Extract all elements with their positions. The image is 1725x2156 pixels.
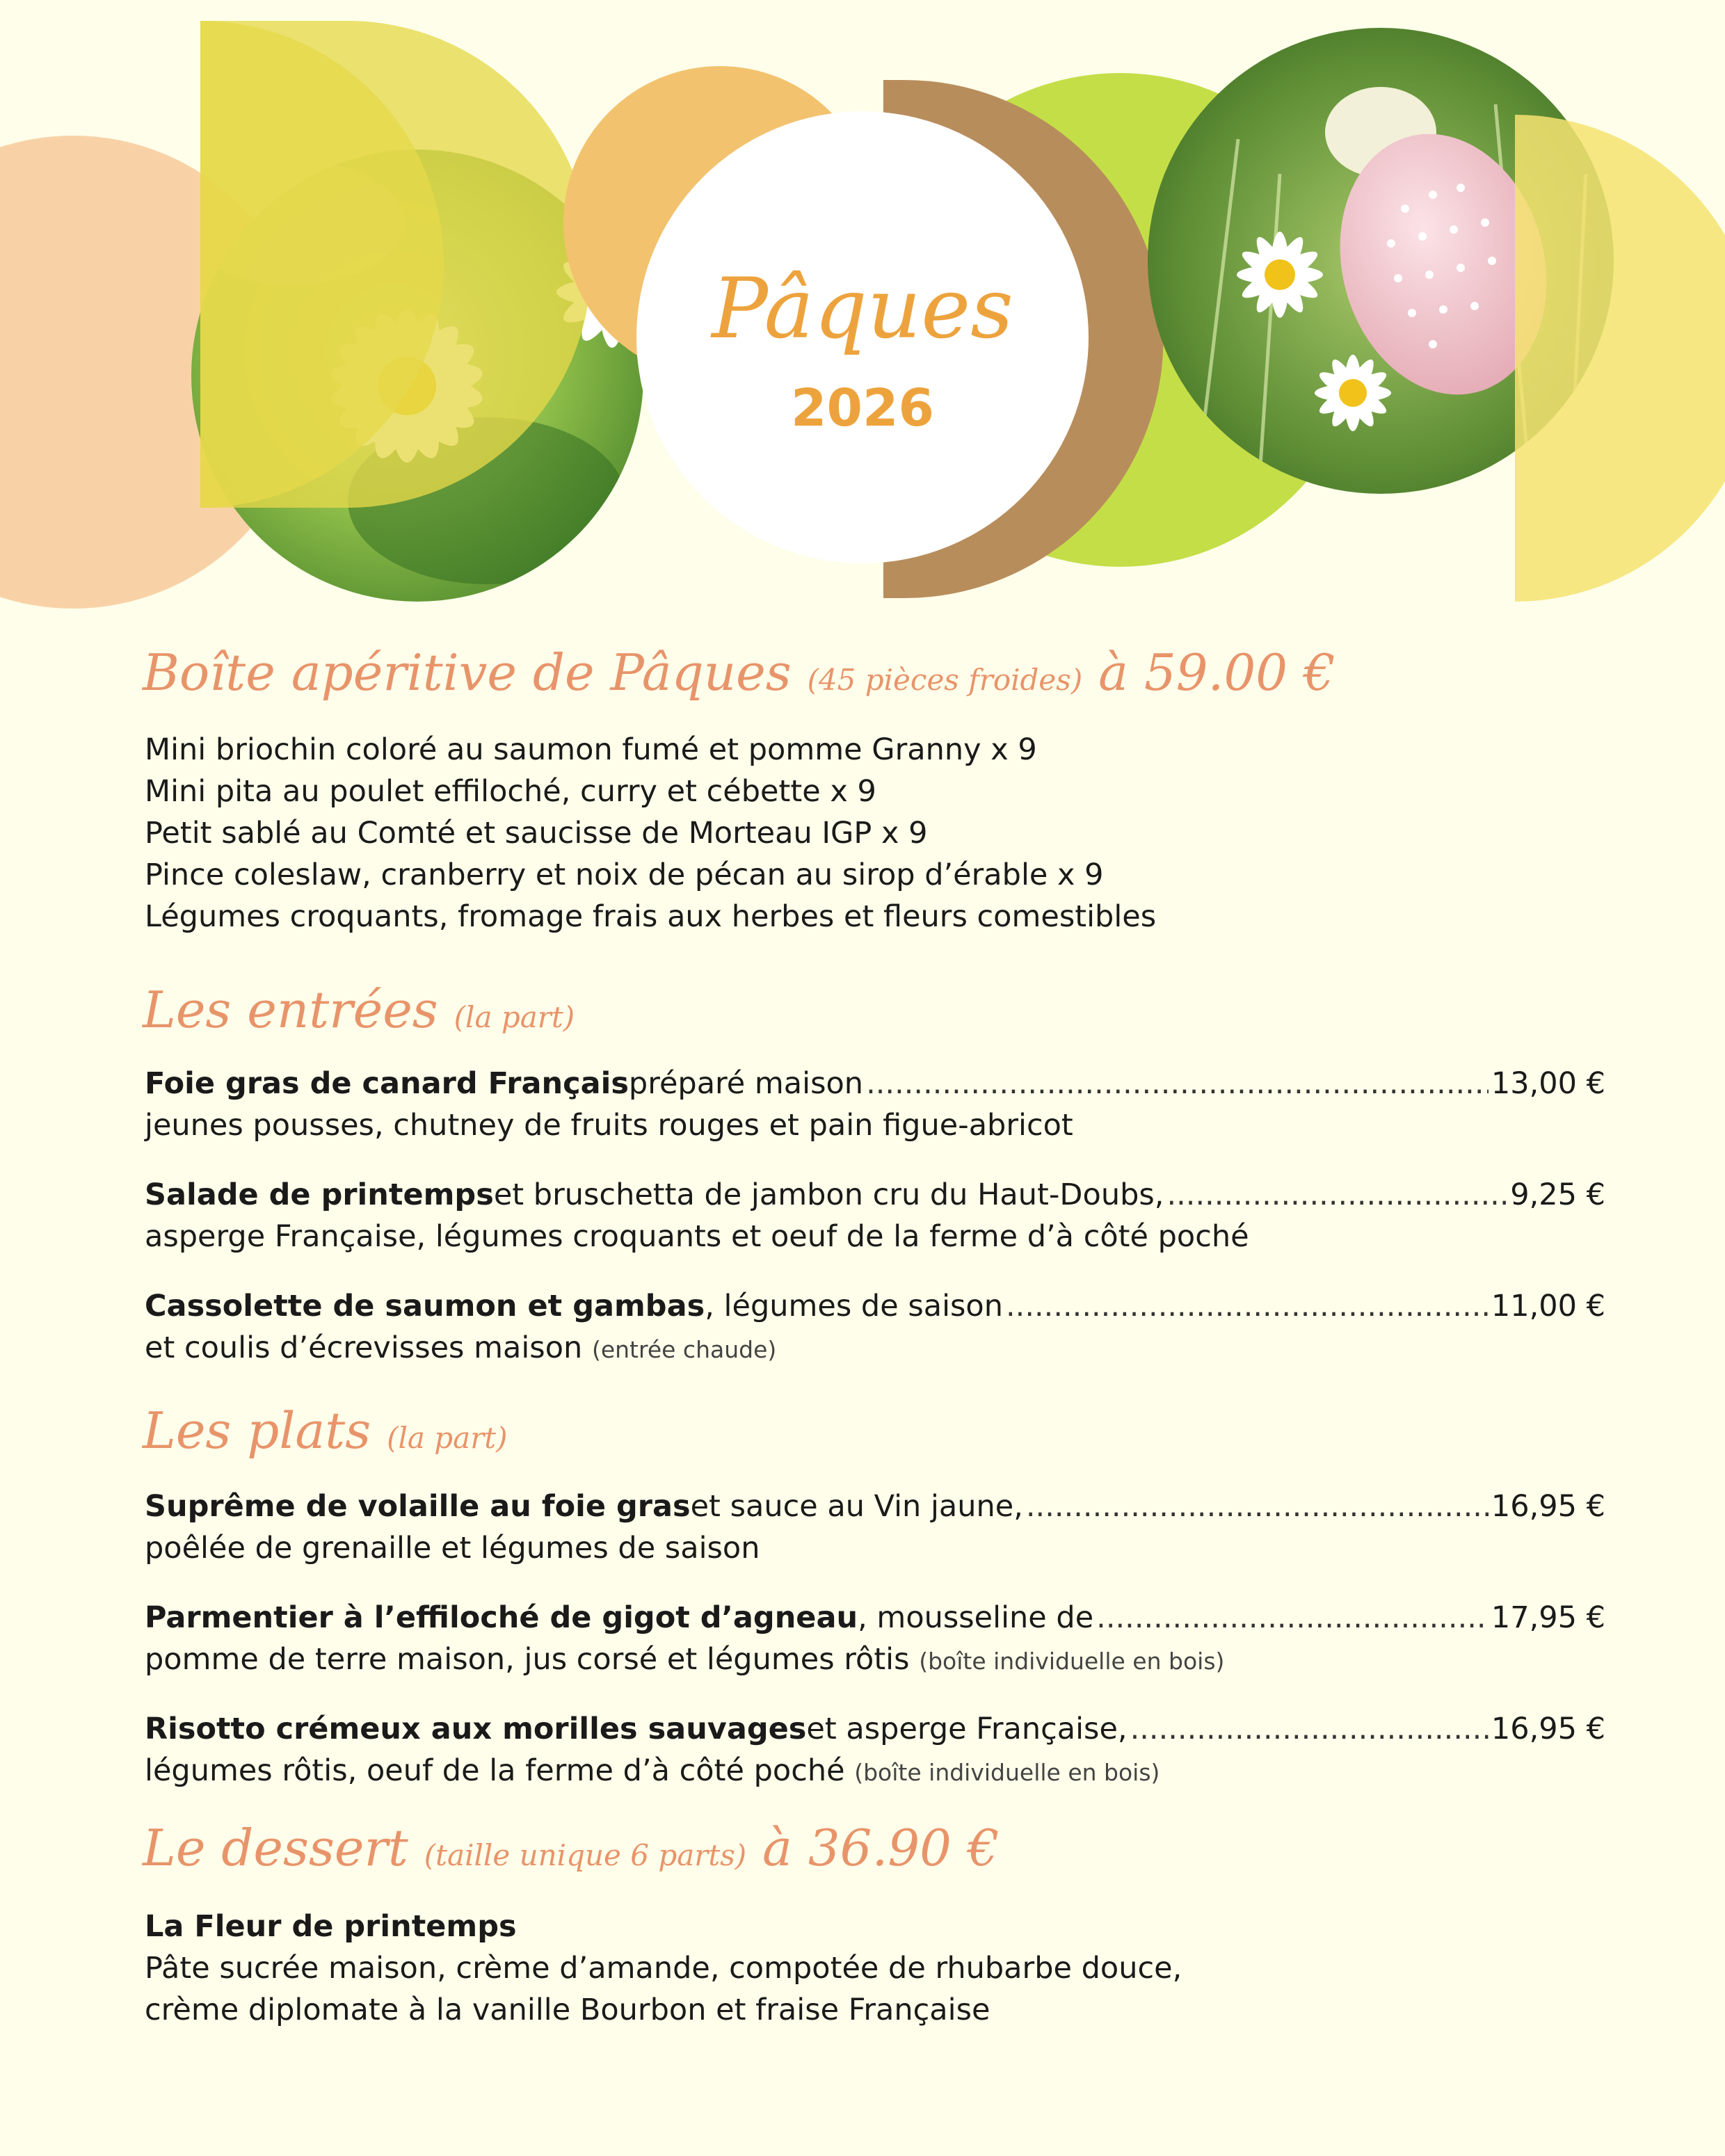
dish-desc: et bruschetta de jambon cru du Haut-Doubs, [493, 1177, 1164, 1212]
list-item: Petit sablé au Comté et saucisse de Morteau IGP x 9 [145, 816, 928, 851]
dish-desc: et asperge Française, [806, 1712, 1128, 1746]
dish-price: 11,00 € [1491, 1289, 1605, 1324]
menu-item [145, 1063, 1605, 1148]
dish-desc-line2: pomme de terre maison, jus corsé et légumes rôtis [145, 1642, 920, 1677]
dish-desc-line2: et coulis d’écrevisses maison [145, 1330, 592, 1365]
dish-note: (entrée chaude) [591, 1336, 777, 1363]
dish-desc: , mousseline de [858, 1600, 1094, 1635]
dish-desc: préparé maison [628, 1066, 864, 1101]
menu-item [145, 1486, 1605, 1571]
dessert-desc-line: Pâte sucrée maison, crème d’amande, compotée de rhubarbe douce, [145, 1951, 1182, 1986]
leader-dots [1166, 1174, 1507, 1216]
leader-dots [1026, 1486, 1489, 1527]
header-banner [0, 0, 1725, 612]
dish-price: 16,95 € [1491, 1712, 1605, 1746]
menu-item [145, 1708, 1605, 1794]
dessert-desc-line: crème diplomate à la vanille Bourbon et fraise Française [145, 1993, 990, 2027]
dish-name: Parmentier à l’effiloché de gigot d’agneau [145, 1600, 858, 1635]
box-note: (45 pièces froides) [807, 663, 1083, 697]
entrees-title-text: Les entrées [143, 981, 438, 1039]
dessert-title-text: Le dessert [143, 1819, 408, 1877]
list-item: Mini briochin coloré au saumon fumé et pomme Granny x 9 [145, 732, 1037, 767]
dish-name: Cassolette de saumon et gambas [145, 1289, 705, 1324]
dish-price: 9,25 € [1510, 1177, 1605, 1212]
page-title: Pâques [712, 261, 1013, 357]
dessert-note: (taille unique 6 parts) [424, 1838, 747, 1872]
menu-item [145, 1597, 1605, 1682]
entrees-title [143, 981, 575, 1039]
menu-item [145, 1174, 1605, 1260]
plats-note: (la part) [387, 1421, 508, 1455]
dish-price: 16,95 € [1491, 1489, 1605, 1524]
dish-note: (boîte individuelle en bois) [919, 1648, 1225, 1675]
leader-dots [1096, 1597, 1489, 1639]
box-title [143, 643, 1335, 702]
dish-desc-line2: poêlée de grenaille et légumes de saison [145, 1531, 760, 1566]
dessert-price: à 36.90 € [762, 1819, 1000, 1877]
leader-dots [866, 1063, 1489, 1104]
dish-note: (boîte individuelle en bois) [854, 1759, 1160, 1786]
dish-name: Salade de printemps [145, 1177, 494, 1212]
menu-item [145, 1285, 1605, 1371]
dish-desc: et sauce au Vin jaune, [690, 1489, 1023, 1524]
dish-desc-line2: asperge Française, légumes croquants et oeuf de la ferme d’à côté poché [145, 1219, 1249, 1254]
box-price: à 59.00 € [1098, 643, 1335, 702]
box-list [145, 729, 1156, 938]
dish-price: 17,95 € [1491, 1600, 1605, 1635]
dish-desc-line2: légumes rôtis, oeuf de la ferme d’à côté poché [145, 1753, 855, 1788]
dish-name: Foie gras de canard Français [145, 1066, 629, 1101]
year-label: 2026 [791, 378, 934, 438]
list-item: Mini pita au poulet effiloché, curry et cébette x 9 [145, 774, 876, 809]
dish-name: Risotto crémeux aux morilles sauvages [145, 1712, 807, 1746]
dish-price: 13,00 € [1491, 1066, 1605, 1101]
dish-desc: , légumes de saison [705, 1289, 1003, 1324]
dish-name: Suprême de volaille au foie gras [145, 1489, 691, 1524]
box-title-text: Boîte apéritive de Pâques [143, 643, 792, 702]
plats-title [143, 1401, 508, 1460]
pale-yellow-shape [1515, 115, 1725, 602]
leader-dots [1130, 1708, 1489, 1750]
entrees-note: (la part) [454, 1000, 575, 1034]
dessert-title [143, 1819, 1000, 1877]
list-item: Pince coleslaw, cranberry et noix de pécan au sirop d’érable x 9 [145, 858, 1104, 892]
list-item: Légumes croquants, fromage frais aux herbes et fleurs comestibles [145, 899, 1157, 934]
leader-dots [1006, 1285, 1489, 1327]
dessert-name: La Fleur de printemps [145, 1909, 517, 1944]
dessert-block [145, 1906, 1182, 2031]
plats-title-text: Les plats [143, 1401, 371, 1460]
dish-desc-line2: jeunes pousses, chutney de fruits rouges et pain figue-abricot [145, 1108, 1073, 1143]
